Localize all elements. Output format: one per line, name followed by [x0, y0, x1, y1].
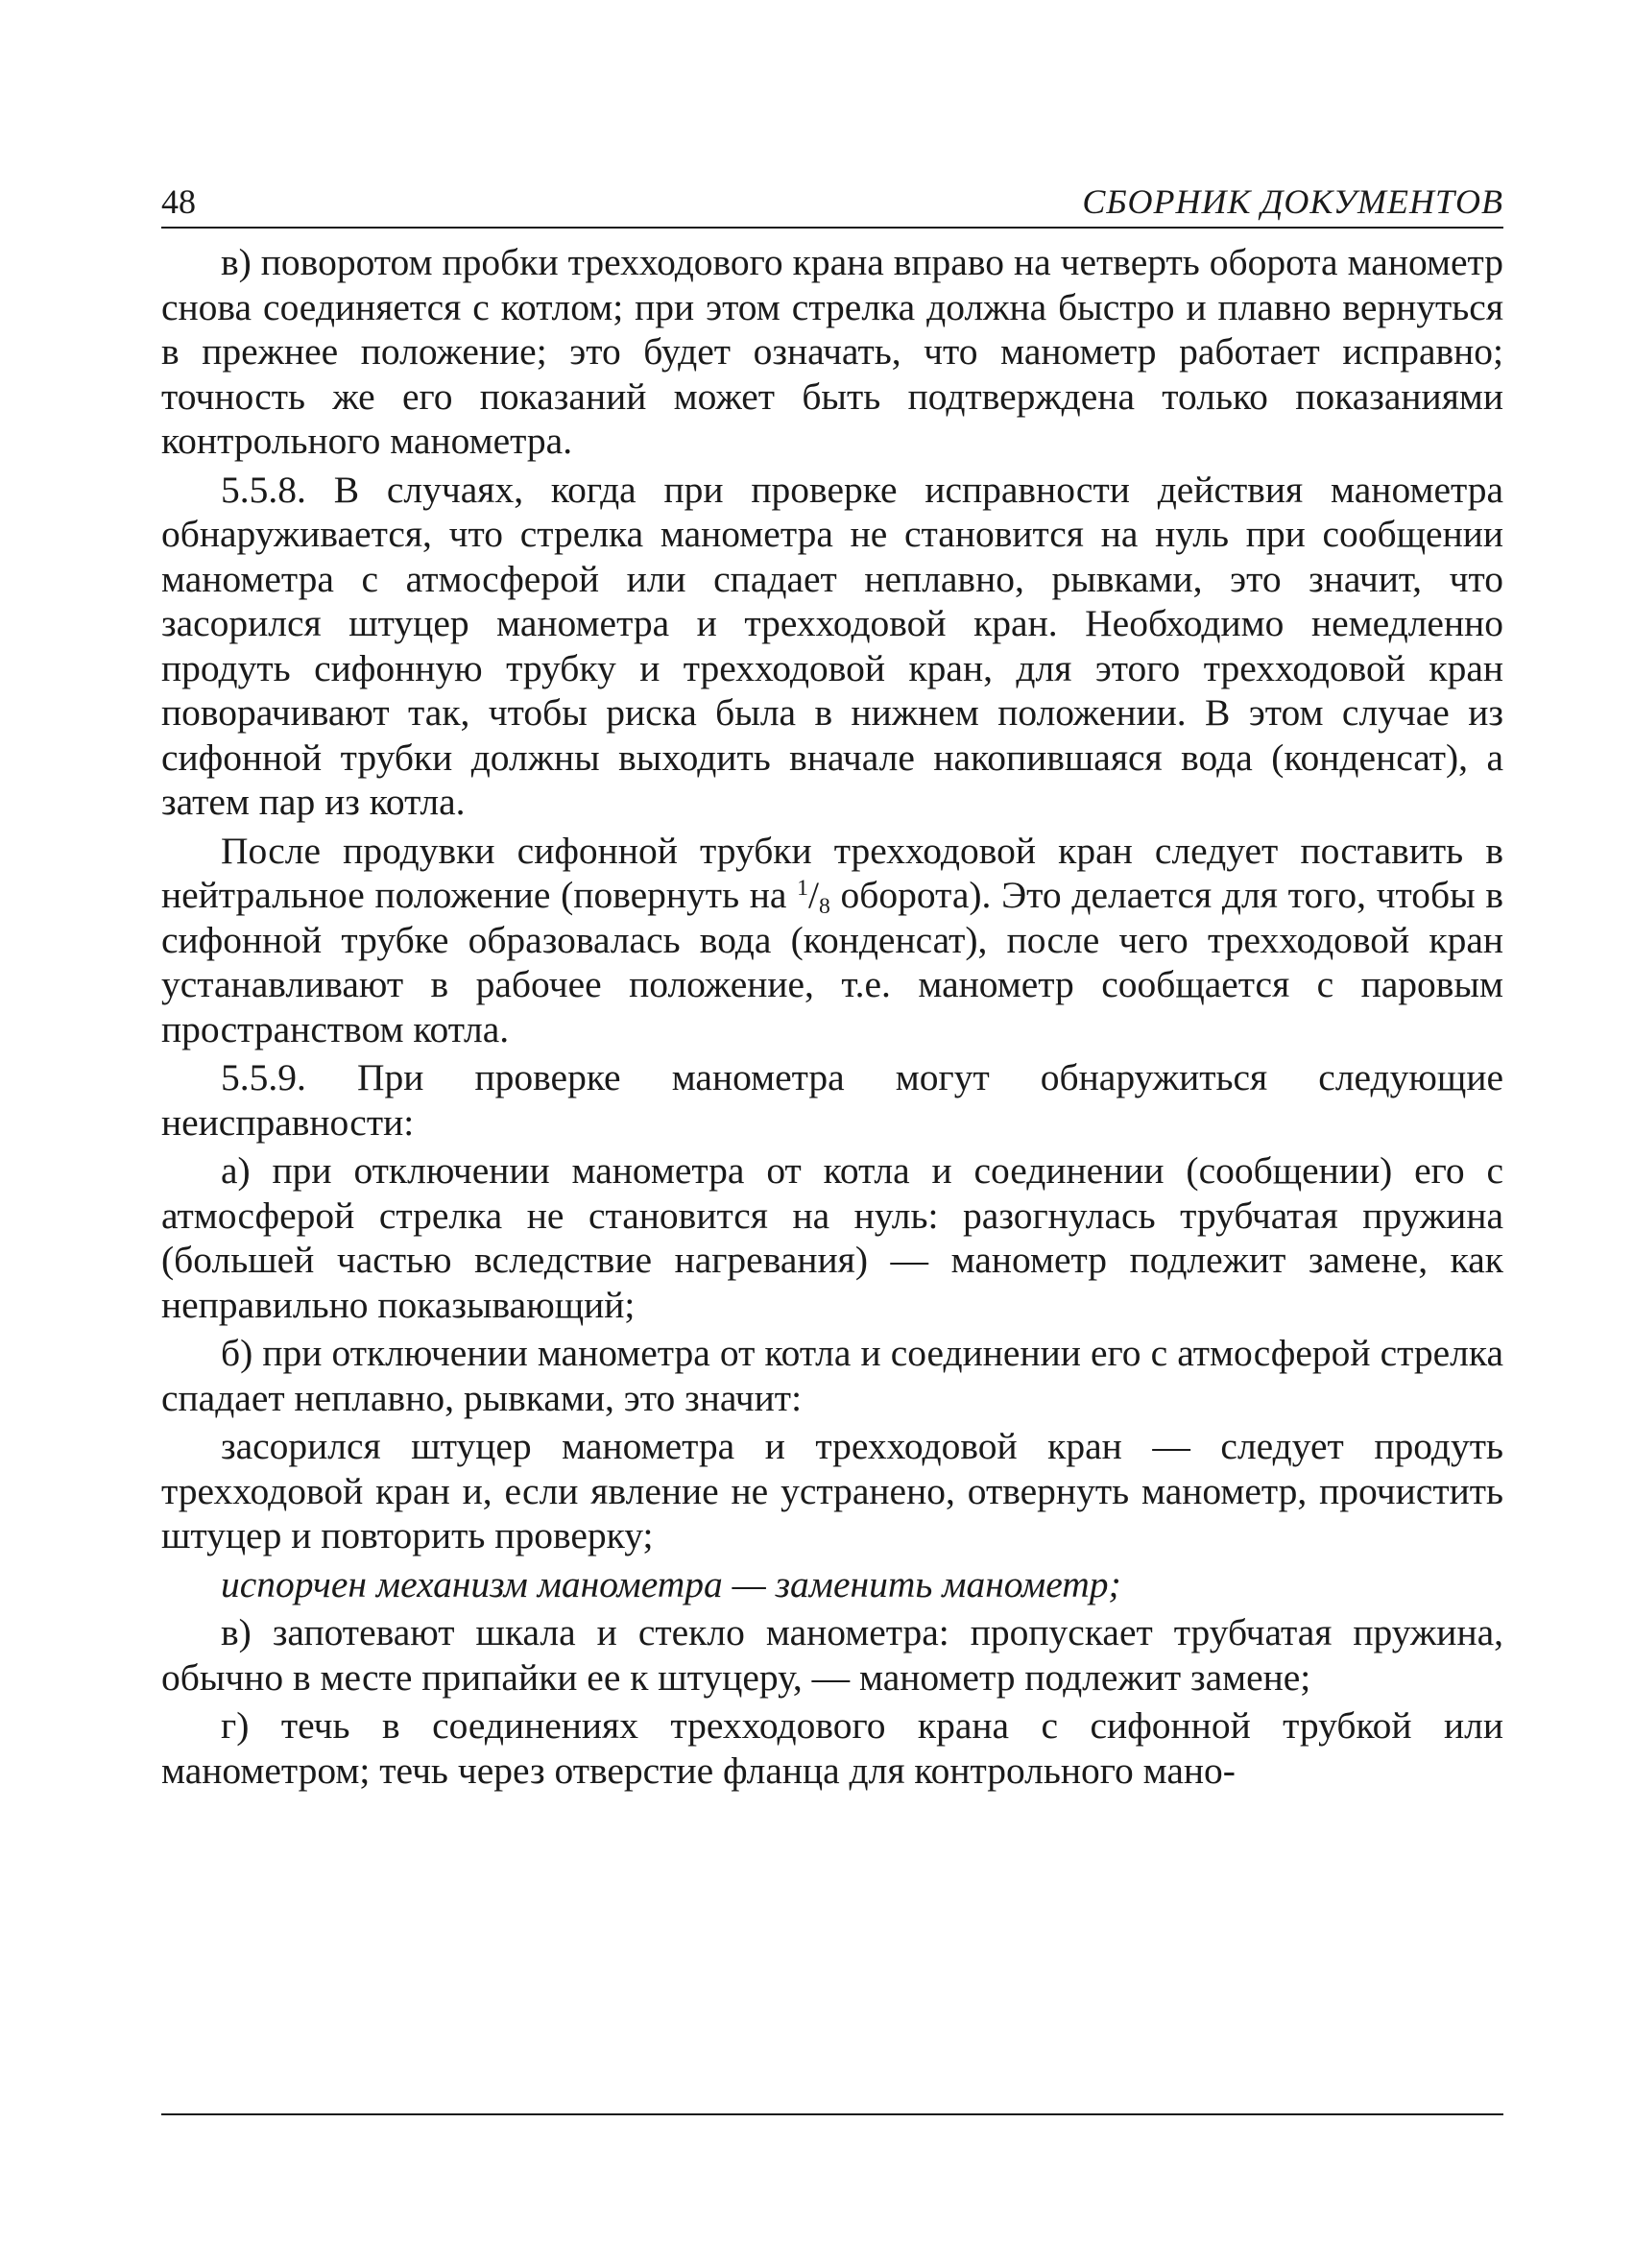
list-item-g: г) течь в соединениях трехходового крана с сифонной трубкой или манометром; течь через отверстие фланца для контрольного мано- [161, 1704, 1503, 1792]
list-item-a: а) при отключении манометра от котла и соединении (сообщении) его с атмосферой стрелка не становится на нуль: разогнулась трубчатая пружина (большей частью вследствие нагревания) — манометр подлежит замене, как неправильно показывающий; [161, 1149, 1503, 1326]
header-rule [161, 227, 1503, 229]
list-item-clogged: засорился штуцер манометра и трехходовой кран — следует продуть трехходовой кран и, если явление не устранено, отвернуть манометр, прочистить штуцер и повторить проверку; [161, 1425, 1503, 1556]
paragraph-after-purge-end: оборота). Это делается для того, чтобы в сифонной трубке образовалась вода (конденсат), после чего трехходовой кран устанавливают в рабочее положение, т.е. манометр сообщается с паровым пространством котла. [161, 874, 1503, 1050]
footer-rule [161, 2113, 1503, 2115]
paragraph-after-purge-start: После продувки сифонной трубки трехходовой кран следует поставить в нейтральное положение (повернуть на [161, 829, 1503, 916]
paragraph-after-purge [161, 829, 1503, 1052]
list-item-b: б) при отключении манометра от котла и соединении его с атмосферой стрелка спадает неплавно, рывками, это значит: [161, 1332, 1503, 1419]
fraction-denominator: 8 [818, 893, 830, 919]
body-text [161, 240, 1503, 1797]
paragraph-v-rotation: в) поворотом пробки трехходового крана вправо на четверть оборота манометр снова соединяется с котлом; при этом стрелка должна быстро и плавно вернуться в прежнее положение; это будет означать, что манометр работает исправно; точность же его показаний может быть подтверждена только показаниями контрольного манометра. [161, 241, 1503, 462]
paragraph-5-5-8: 5.5.8. В случаях, когда при проверке исправности действия манометра обнаруживается, что стрелка манометра не становится на нуль при сообщении манометра с атмосферой или спадает неплавно, рывками, это значит, что засорился штуцер манометра и трехходовой кран. Необходимо немедленно продуть сифонную трубку и трехходовой кран, для этого трехходовой кран поворачивают так, чтобы риска была в нижнем положении. В этом случае из сифонной трубки должны выходить вначале накопившаяся вода (конденсат), а затем пар из котла. [161, 468, 1503, 823]
list-item-v-fogging: в) запотевают шкала и стекло манометра: пропускает трубчатая пружина, обычно в месте припайки ее к штуцеру, — манометр подлежит замене; [161, 1611, 1503, 1699]
fraction-numerator: 1 [797, 875, 808, 901]
running-header [161, 179, 1503, 225]
list-item-mechanism: испорчен механизм манометра — заменить манометр; [221, 1562, 1121, 1605]
header-title: СБОРНИК ДОКУМЕНТОВ [1082, 182, 1503, 221]
paragraph-5-5-9: 5.5.9. При проверке манометра могут обнаружиться следующие неисправности: [161, 1056, 1503, 1144]
page-number: 48 [161, 182, 196, 221]
fraction-slash: / [808, 874, 819, 916]
